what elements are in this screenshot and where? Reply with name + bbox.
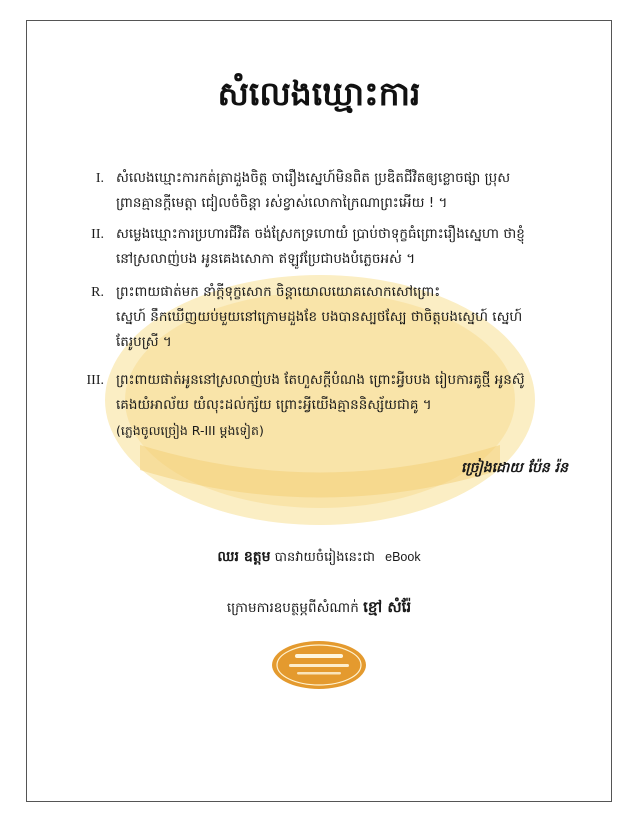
typist-text: បានវាយចំរៀងនេះជា: [274, 550, 375, 565]
publisher-logo: [271, 640, 367, 690]
verse-line: គេងយំអាល័យ យំលុះដល់ក្ស័យ ព្រោះអ្វីយើងគ្មាននិស្ស័យជាគូ ។: [116, 397, 432, 413]
verse-number: I.: [95, 171, 104, 186]
sponsor-name: ខ្មៅ សំរ៉ែ: [363, 598, 412, 616]
sponsor-credit: [0, 598, 638, 620]
verse-line: តែរូបស្រី ។: [116, 334, 172, 350]
typist-name: ឈរ ឧត្តម: [217, 549, 271, 565]
verse-line: ព្រានគ្មានក្ដីមេត្តា ជៀលចំចិន្ដា រស់ខ្វាស់លោកាក្រៃណាព្រះអើយ ! ។: [116, 195, 448, 211]
typist-credit: [0, 547, 638, 568]
verse-line: ព្រះពាយផាត់អូននៅស្រលាញ់បង តែហួសក្ដីបំណង ព្រោះអ្វីបបង រៀបការគូថ្មី អូនស៊ូ: [116, 372, 525, 388]
verse-line: នៅស្រលាញ់បង អូនគេងសោកា ឥឡូវប្រែជាបងបំភ្លេចអស់ ។: [116, 251, 416, 267]
song-title: សំលេងឃ្មោះការ: [217, 74, 421, 113]
singer-credit: ច្រៀងដោយ ប៉ែន រ៉ន: [461, 460, 568, 476]
verse-line: សម្លេងឃ្មោះការប្រហារជីវិត ចង់ស្រែកទ្រហោយំ ប្រាប់ថាទុក្ខធំព្រោះរឿងស្នេហា ថាខ្ញុំ: [116, 226, 525, 242]
sponsor-text: ក្រោមការឧបត្ថម្ភពីសំណាក់: [226, 600, 359, 616]
verse-number: R.: [91, 285, 104, 300]
verse-number: III.: [86, 373, 104, 388]
repeat-note: (ភ្លេងចូលច្រៀង R-III ម្ដងទៀត): [116, 423, 264, 438]
verse-line: ព្រះពាយផាត់មក នាំក្ដីទុក្ខសោក ចិន្ដាយោលយោគសោកសៅព្រោះ: [116, 284, 441, 300]
ebook-label: eBook: [385, 550, 421, 564]
verse-line: ស្នេហ៍ នឹកឃើញយប់មួយនៅក្រោមដួងខែ បងបានស្បថស្បែ ថាចិត្តបងស្នេហ៍ ស្នេហ៍: [116, 309, 523, 325]
verse-line: សំលេងឃ្មោះការកត់ត្រាដួងចិត្ត ចារឿងស្នេហ៍មិនពិត ប្រឌិតជីវិតឲ្យខ្លោចផ្សា ប្រុស: [116, 170, 511, 186]
verse-number: II.: [91, 227, 104, 242]
